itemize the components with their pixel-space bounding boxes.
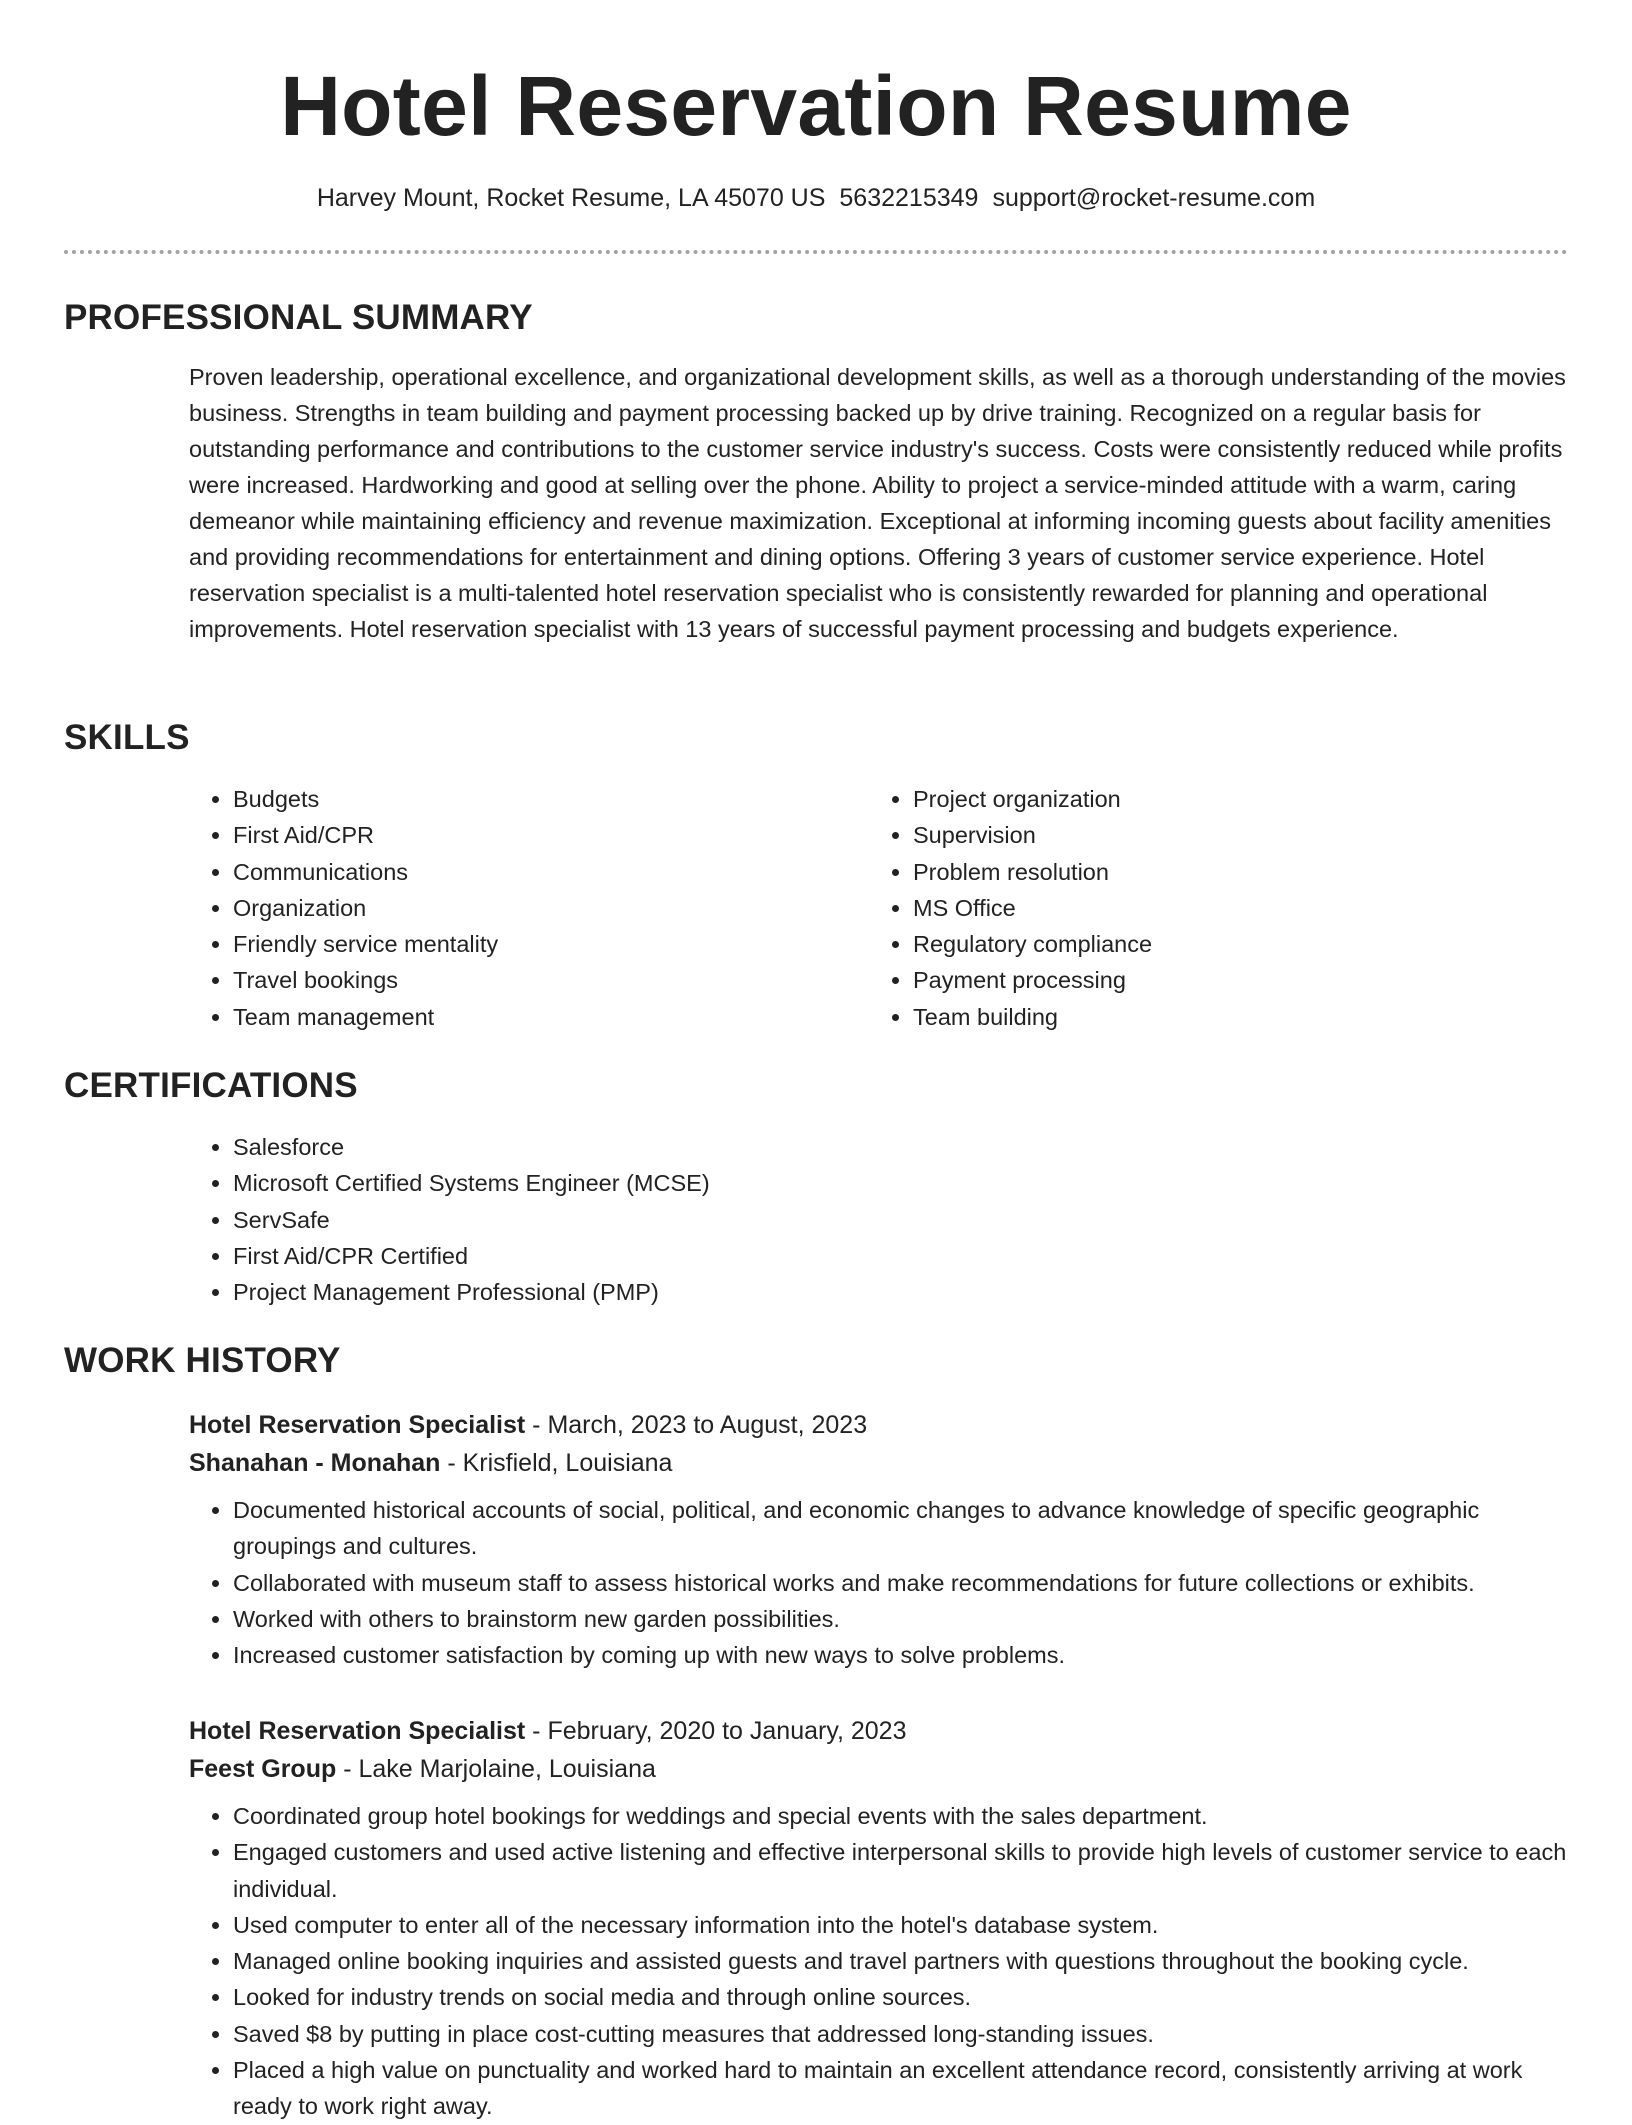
job-role: Hotel Reservation Specialist [189, 1717, 526, 1745]
skill-item: • First Aid/CPR [233, 817, 829, 853]
section-title-skills: SKILLS [64, 718, 190, 757]
section-title-certifications: CERTIFICATIONS [64, 1066, 358, 1105]
job-bullet: • Managed online booking inquiries and assisted guests and travel partners with questions throughout the booking cycle. [233, 1943, 1579, 1979]
skill-item: • Project organization [913, 781, 1509, 817]
certifications-list [189, 1129, 1569, 1310]
skill-item: • Regulatory compliance [913, 926, 1509, 962]
job-bullet: • Placed a high value on punctuality and worked hard to maintain an excellent attendance record, consistently arriving at work ready to work right away. [233, 2052, 1579, 2125]
header-divider [64, 250, 1568, 254]
certification-item: • Salesforce [233, 1129, 1569, 1165]
job-location: - Krisfield, Louisiana [440, 1449, 673, 1477]
resume-title: Hotel Reservation Resume [280, 59, 1352, 153]
job-title-line [189, 1712, 1579, 1750]
skill-item: • Travel bookings [233, 962, 829, 998]
skill-item: • Problem resolution [913, 854, 1509, 890]
skill-item: • MS Office [913, 890, 1509, 926]
job-entry [189, 1712, 1579, 2125]
job-title-line [189, 1406, 1579, 1444]
job-bullet: • Increased customer satisfaction by coming up with new ways to solve problems. [233, 1637, 1579, 1673]
job-bullet: • Documented historical accounts of social, political, and economic changes to advance knowledge of specific geographic groupings and cultures. [233, 1492, 1579, 1565]
job-bullet: • Looked for industry trends on social media and through online sources. [233, 1979, 1579, 2015]
job-bullet: • Collaborated with museum staff to assess historical works and make recommendations for future collections or exhibits. [233, 1565, 1579, 1601]
job-bullet: • Engaged customers and used active listening and effective interpersonal skills to provide high levels of customer service to each individual. [233, 1834, 1579, 1907]
skill-item: • Team management [233, 999, 829, 1035]
job-company-line [189, 1444, 1579, 1482]
contact-line [0, 182, 1632, 214]
certification-item: • Project Management Professional (PMP) [233, 1274, 1569, 1310]
skill-item: • Friendly service mentality [233, 926, 829, 962]
job-dates: - February, 2020 to January, 2023 [525, 1717, 907, 1745]
skill-item: • Organization [233, 890, 829, 926]
job-role: Hotel Reservation Specialist [189, 1411, 526, 1439]
job-bullet: • Used computer to enter all of the necessary information into the hotel's database system. [233, 1907, 1579, 1943]
certification-item: • Microsoft Certified Systems Engineer (MCSE) [233, 1165, 1569, 1201]
skill-item: • Communications [233, 854, 829, 890]
job-bullet: • Coordinated group hotel bookings for weddings and special events with the sales department. [233, 1798, 1579, 1834]
job-bullet: • Saved $8 by putting in place cost-cutting measures that addressed long-standing issues. [233, 2016, 1579, 2052]
contact-address: Harvey Mount, Rocket Resume, LA 45070 US [316, 184, 826, 212]
certification-item: • First Aid/CPR Certified [233, 1238, 1569, 1274]
section-title-work-history: WORK HISTORY [64, 1341, 341, 1380]
job-dates: - March, 2023 to August, 2023 [525, 1411, 868, 1439]
skill-item: • Supervision [913, 817, 1509, 853]
job-bullet: • Worked with others to brainstorm new garden possibilities. [233, 1601, 1579, 1637]
skill-item: • Team building [913, 999, 1509, 1035]
job-entry [189, 1406, 1579, 1673]
contact-phone: 5632215349 [839, 184, 979, 212]
certification-item: • ServSafe [233, 1202, 1569, 1238]
job-company: Shanahan - Monahan [189, 1449, 441, 1477]
section-title-summary: PROFESSIONAL SUMMARY [64, 298, 533, 337]
skill-item: • Payment processing [913, 962, 1509, 998]
skills-column-right [869, 781, 1509, 1035]
job-company-line [189, 1750, 1579, 1788]
summary-text: Proven leadership, operational excellence, and organizational development skills, as well as a thorough understanding of the movies business. Strengths in team building and payment processing backed up by drive training. Recognized on a regular basis for outstanding performance and contributions to the customer service industry's success. Costs were consistently reduced while profits were increased. Hardworking and good at selling over the phone. Ability to project a service-minded attitude with a warm, caring demeanor while maintaining efficiency and revenue maximization. Exceptional at informing incoming guests about facility amenities and providing recommendations for entertainment and dining options. Offering 3 years of customer service experience. Hotel reservation specialist is a multi-talented hotel reservation specialist who is consistently rewarded for planning and operational improvements. Hotel reservation specialist with 13 years of successful payment processing and budgets experience. [189, 364, 1566, 642]
skill-item: • Budgets [233, 781, 829, 817]
job-bullets [189, 1798, 1579, 2125]
skills-column-left [189, 781, 829, 1035]
job-company: Feest Group [189, 1755, 337, 1783]
contact-email: support@rocket-resume.com [992, 184, 1316, 212]
job-location: - Lake Marjolaine, Louisiana [336, 1755, 656, 1783]
job-bullets [189, 1492, 1579, 1673]
